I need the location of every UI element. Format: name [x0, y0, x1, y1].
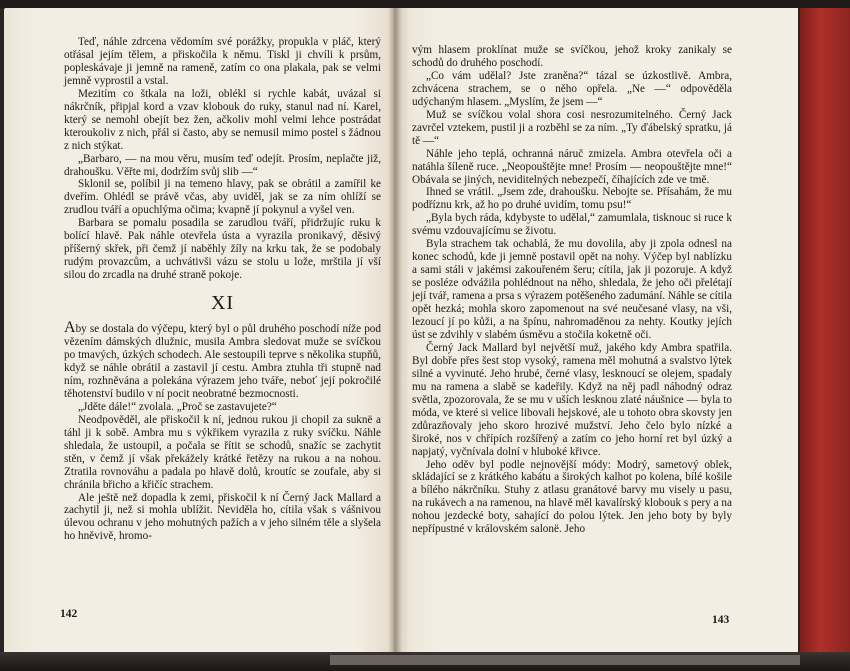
paragraph: Náhle jeho teplá, ochranná náruč zmizela. Ambra otevřela oči a natáhla šíleně ruce. „Neopouštějte mne! Prosím — neopouštějte mne!“ Obávala se jiných, neviditelných nebezpečí, číhajících zde ve tmě. [412, 147, 732, 186]
left-page-text [64, 36, 381, 543]
page-number-right: 143 [712, 614, 730, 626]
left-page [4, 8, 394, 666]
paragraph: Byla strachem tak ochablá, že mu dovolila, aby ji zpola odnesl na konec schodů, kde ji jemně postavil opět na nohy. Výčep byl nablízku a sami stáli v jakémsi zakouřeném šeru; cítila, jak ji pozoruje. A když se posléze odvážila pohlédnout na něho, shledala, že jeho oči přelétají její tvář, ramena a prsa s výrazem potěšeného zadumání. Náhle se cítila opět hezká; mohla skoro zapomenout na své neučesané vlasy, na vši, lezoucí jí po kůži, a na špínu, nahromaděnou za nehty. Koutky jejích úst se zdvihly v slabém úsměvu a stočila koketně oči. [412, 238, 732, 341]
book-gutter [388, 8, 402, 666]
paragraph: Sklonil se, políbil ji na temeno hlavy, pak se obrátil a zamířil ke dveřím. Ohlédl se právě včas, aby uviděl, jak se za ním ohlíží se zrudlou tváří a opuchlýma očima; kvapně jí pokynul a vyšel ven. [64, 178, 381, 217]
book-cover-top [0, 0, 850, 8]
paragraph: Jeho oděv byl podle nejnovější módy: Modrý, sametový oblek, skládající se z krátkého kabátu a širokých kalhot po kolena, bílé košile a bílého nákrčníku. Stuhy z atlasu granátové barvy mu visely u pasu, na rukávech a na ramenou, na hlavě měl kavalírský klobouk s pery a na nohou jezdecké boty, sahající do polou lýtek. Jen jeho boty by byly nepřípustné v královském salonë. Jeho [412, 458, 732, 536]
paragraph: Ihned se vrátil. „Jsem zde, drahoušku. Nebojte se. Přísahám, že mu podříznu krk, až ho po druhé uvidím, tomu psu!“ [412, 186, 732, 212]
paragraph: Muž se svíčkou volal shora cosi nesrozumitelného. Černý Jack zavrčel vztekem, pustil ji a rozběhl se za ním. „Ty ďábelský spratku, já tě —“ [412, 108, 732, 147]
chapter-opening-text: by se dostala do výčepu, který byl o půl druhého poschodí níže pod vězením dámských dlužnic, musila Ambra sledovat muže se svíčkou po tmavých, úzkých schodech. Ale sestoupili teprve s několika stupňů, když se náhle obrátil a zastavil jí cestu. Ambra ztuhla tři stupně nad ním, rozhněvána a polekána výrazem jeho tváře, neboť její pokročilé těhotenství budilo v ní pocit neobratné bezmocnosti. [64, 323, 381, 400]
right-page [394, 8, 798, 666]
page-stack-edge [330, 655, 800, 665]
chapter-heading: XI [210, 292, 235, 315]
paragraph: vým hlasem proklínat muže se svíčkou, jehož kroky zanikaly se schodů do druhého poschodí. [412, 44, 732, 69]
paragraph: „Jděte dále!“ zvolala. „Proč se zastavujete?“ [78, 400, 277, 413]
chapter-initial: A [64, 319, 76, 337]
paragraph: „Barbaro, — na mou věru, musím teď odejít. Prosím, neplačte již, drahoušku. Věřte mi, dodržím svůj slib —“ [64, 152, 381, 178]
right-page-text [412, 44, 732, 536]
paragraph: „Byla bych ráda, kdybyste to udělal,“ zamumlala, tisknouc si ruce k svému vzdouvajícímu se životu. [412, 212, 732, 238]
page-number-left: 142 [60, 608, 78, 620]
paragraph: Teď, náhle zdrcena vědomím své porážky, propukla v pláč, který otřásal jejím tělem, a přiskočila k němu. Tiskl ji chvíli k prsům, popleskávaje ji jemně na rameně, zatím co ona plakala, pak se velmi jemně vyprostil a vstal. [64, 36, 381, 87]
paragraph: Neodpověděl, ale přiskočil k ní, jednou rukou ji chopil za suknë a táhl ji k sobě. Ambra mu s výkřikem vyrazila z ruky svíčku. Náhle shledala, že ustoupil, a počala se řítit se schodů, snažíc se zachytit stěn, v čemž jí však překážely krátké řetězy na rukou a na nohou. Ztratila rovnováhu a padala po hlavě dolů, kroutíc se zoufale, aby si chránila břicho a křičíc strachem. [64, 413, 381, 491]
paragraph: Ale ještě než dopadla k zemi, přiskočil k ní Černý Jack Mallard a zachytil ji, než si mohla ublížit. Neviděla ho, cítila však s vášnivou úlevou ochranu v jeho mohutných pažích a v jeho silném těle a slyšela ho hněvivě, hromo- [64, 491, 381, 543]
chapter-opening-paragraph [64, 319, 381, 401]
paragraph: „Co vám udělal? Jste zraněna?“ tázal se úzkostlivě. Ambra, zchvácena strachem, se o něho opřela. „Ne —“ odpověděla udýchaným hlasem. „Myslím, že jsem —“ [412, 69, 732, 108]
paragraph: Mezitím co štkala na loži, oblékl si rychle kabát, uvázal si nákrčník, připjal kord a vzav klobouk do ruky, stanul nad ní. Karel, který se nemohl obejít bez žen, ačkoliv mohl velmi lehce postrádat kteroukoliv z nich, přál si často, aby se nemusil mimo postel s žádnou z nich stýkat. [64, 87, 381, 152]
book-cover-edge [800, 8, 850, 668]
paragraph: Černý Jack Mallard byl největší muž, jakého kdy Ambra spatřila. Byl dobře přes šest stop vysoký, ramena měl mohutná a svalstvo lýtek silné a vyvinuté. Jeho hrubé, černé vlasy, lesknoucí se olejem, spadaly mu na ramena a slabě se kadeřily. Když na něj padl náhodný odraz světla, zpozorovala, že se mu v uších lesknou zlaté náušnice — byla to móda, ve které si velice libovali hejskové, ale u tohoto obra skovsty jen zdůrazňovaly jeho skoro hrozivé mužství. Jeho čelo bylo nízké a široké, nos v chřípích rozšířený a zatím co jeho horní ret byl úzký a napjatý, vyčnívala dolní v hluboké křivce. [412, 341, 733, 458]
paragraph: Barbara se pomalu posadila se zarudlou tváří, přidržujíc ruku k bolící hlavě. Pak náhle otevřela ústa a vyrazila pronikavý, děsivý příšerný skřek, při čemž jí naběhly žíly na krku tak, že se podobaly rudým provazcům, a uchvátivši vázu se stolu u lože, mrštila jí vší silou do zrcadla na druhé straně pokoje. [64, 217, 381, 282]
